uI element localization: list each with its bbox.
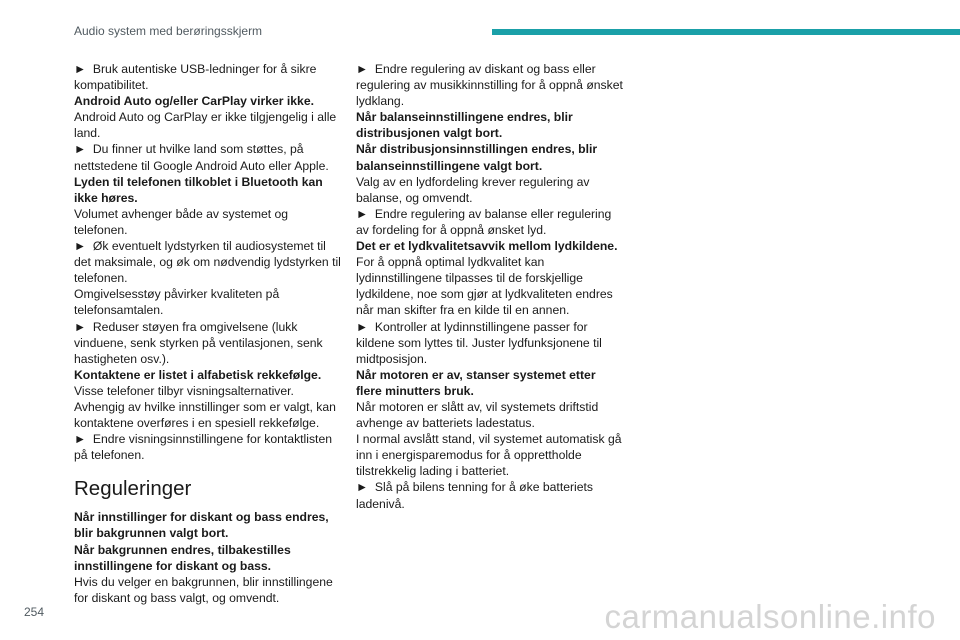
instruction-text: Øk eventuelt lydstyrken til audiosystemet til det maksimale, og øk om nødvendig lydstyrken til telefonen.	[74, 239, 341, 286]
instruction-step	[356, 206, 624, 238]
problem-statement: Når motoren er av, stanser systemet etter flere minutters bruk.	[356, 367, 596, 398]
instruction-step	[356, 479, 624, 511]
problem-statement: Det er et lydkvalitetsavvik mellom lydkildene.	[356, 239, 618, 254]
body-text: Volumet avhenger både av systemet og telefonen.	[74, 206, 289, 237]
instruction-step	[74, 319, 342, 367]
problem-statement: Når distribusjonsinnstillingen endres, blir balanseinnstillingene valgt bort.	[356, 142, 598, 173]
instruction-text: Kontroller at lydinnstillingene passer for kildene som lyttes til. Juster lydfunksjonene til midtposisjon.	[356, 319, 602, 366]
body-text: Valg av en lydfordeling krever regulering av balanse, og omvendt.	[356, 174, 590, 205]
watermark-text: carmanualsonline.info	[604, 598, 936, 635]
instruction-text: Endre regulering av balanse eller regulering av fordeling for å oppnå ønsket lyd.	[356, 206, 612, 237]
problem-statement: Når balanseinnstillingene endres, blir distribusjonen valgt bort.	[356, 110, 573, 141]
problem-statement: Lyden til telefonen tilkoblet i Bluetooth kan ikke høres.	[74, 174, 323, 205]
section-heading: Reguleringer	[74, 477, 192, 501]
instruction-text: Endre regulering av diskant og bass eller regulering av musikkinnstilling for å oppnå ønsket lydklang.	[356, 62, 623, 109]
instruction-step	[356, 319, 624, 367]
arrow-right-icon: ►	[74, 142, 87, 157]
instruction-step	[74, 431, 342, 463]
instruction-step	[74, 238, 342, 286]
problem-statement: Kontaktene er listet i alfabetisk rekkefølge.	[74, 367, 322, 382]
body-text: Android Auto og CarPlay er ikke tilgjengelig i alle land.	[74, 110, 337, 141]
problem-statement: Når innstillinger for diskant og bass endres, blir bakgrunnen valgt bort.	[74, 510, 329, 541]
page-number: 254	[24, 605, 45, 619]
instruction-text: Reduser støyen fra omgivelsene (lukk vinduene, senk styrken på ventilasjonen, senk hastigheten osv.).	[74, 319, 323, 366]
left-column	[74, 61, 342, 606]
arrow-right-icon: ►	[74, 432, 87, 447]
instruction-step	[356, 61, 624, 109]
arrow-right-icon: ►	[74, 319, 87, 334]
problem-statement: Når bakgrunnen endres, tilbakestilles innstillingene for diskant og bass.	[74, 542, 291, 573]
problem-statement: Android Auto og/eller CarPlay virker ikke.	[74, 94, 314, 109]
arrow-right-icon: ►	[356, 206, 369, 221]
instruction-step	[74, 141, 342, 173]
body-text: Omgivelsesstøy påvirker kvaliteten på telefonsamtalen.	[74, 287, 280, 318]
header-accent-bar	[492, 29, 960, 35]
instruction-text: Slå på bilens tenning for å øke batteriets ladenivå.	[356, 480, 594, 511]
body-text: For å oppnå optimal lydkvalitet kan lydinnstillingene tilpasses til de forskjellige lydkildene, noe som gjør at lydkvaliteten endres når man skifter fra en kilde til en annen.	[356, 255, 613, 318]
body-text: I normal avslått stand, vil systemet automatisk gå inn i energisparemodus for å opprettholde tilstrekkelig lading i batteriet.	[356, 432, 622, 479]
header-title: Audio system med berøringsskjerm	[74, 24, 263, 38]
arrow-right-icon: ►	[74, 239, 87, 254]
arrow-right-icon: ►	[74, 62, 87, 76]
instruction-text: Bruk autentiske USB-ledninger for å sikre kompatibilitet.	[74, 62, 317, 93]
body-text: Hvis du velger en bakgrunnen, blir innstillingene for diskant og bass valgt, og omvendt.	[74, 574, 333, 605]
instruction-step	[74, 61, 342, 93]
arrow-right-icon: ►	[356, 480, 369, 495]
arrow-right-icon: ►	[356, 62, 369, 76]
body-text: Visse telefoner tilbyr visningsalternativer. Avhengig av hvilke innstillinger som er valgt, kan kontaktene overføres i en spesiell rekkefølge.	[74, 383, 336, 431]
instruction-text: Du finner ut hvilke land som støttes, på nettstedene til Google Android Auto eller Apple.	[74, 142, 329, 173]
right-column	[356, 61, 624, 512]
arrow-right-icon: ►	[356, 319, 369, 334]
body-text: Når motoren er slått av, vil systemets driftstid avhenge av batteriets ladestatus.	[356, 399, 599, 431]
instruction-text: Endre visningsinnstillingene for kontaktlisten på telefonen.	[74, 432, 333, 463]
